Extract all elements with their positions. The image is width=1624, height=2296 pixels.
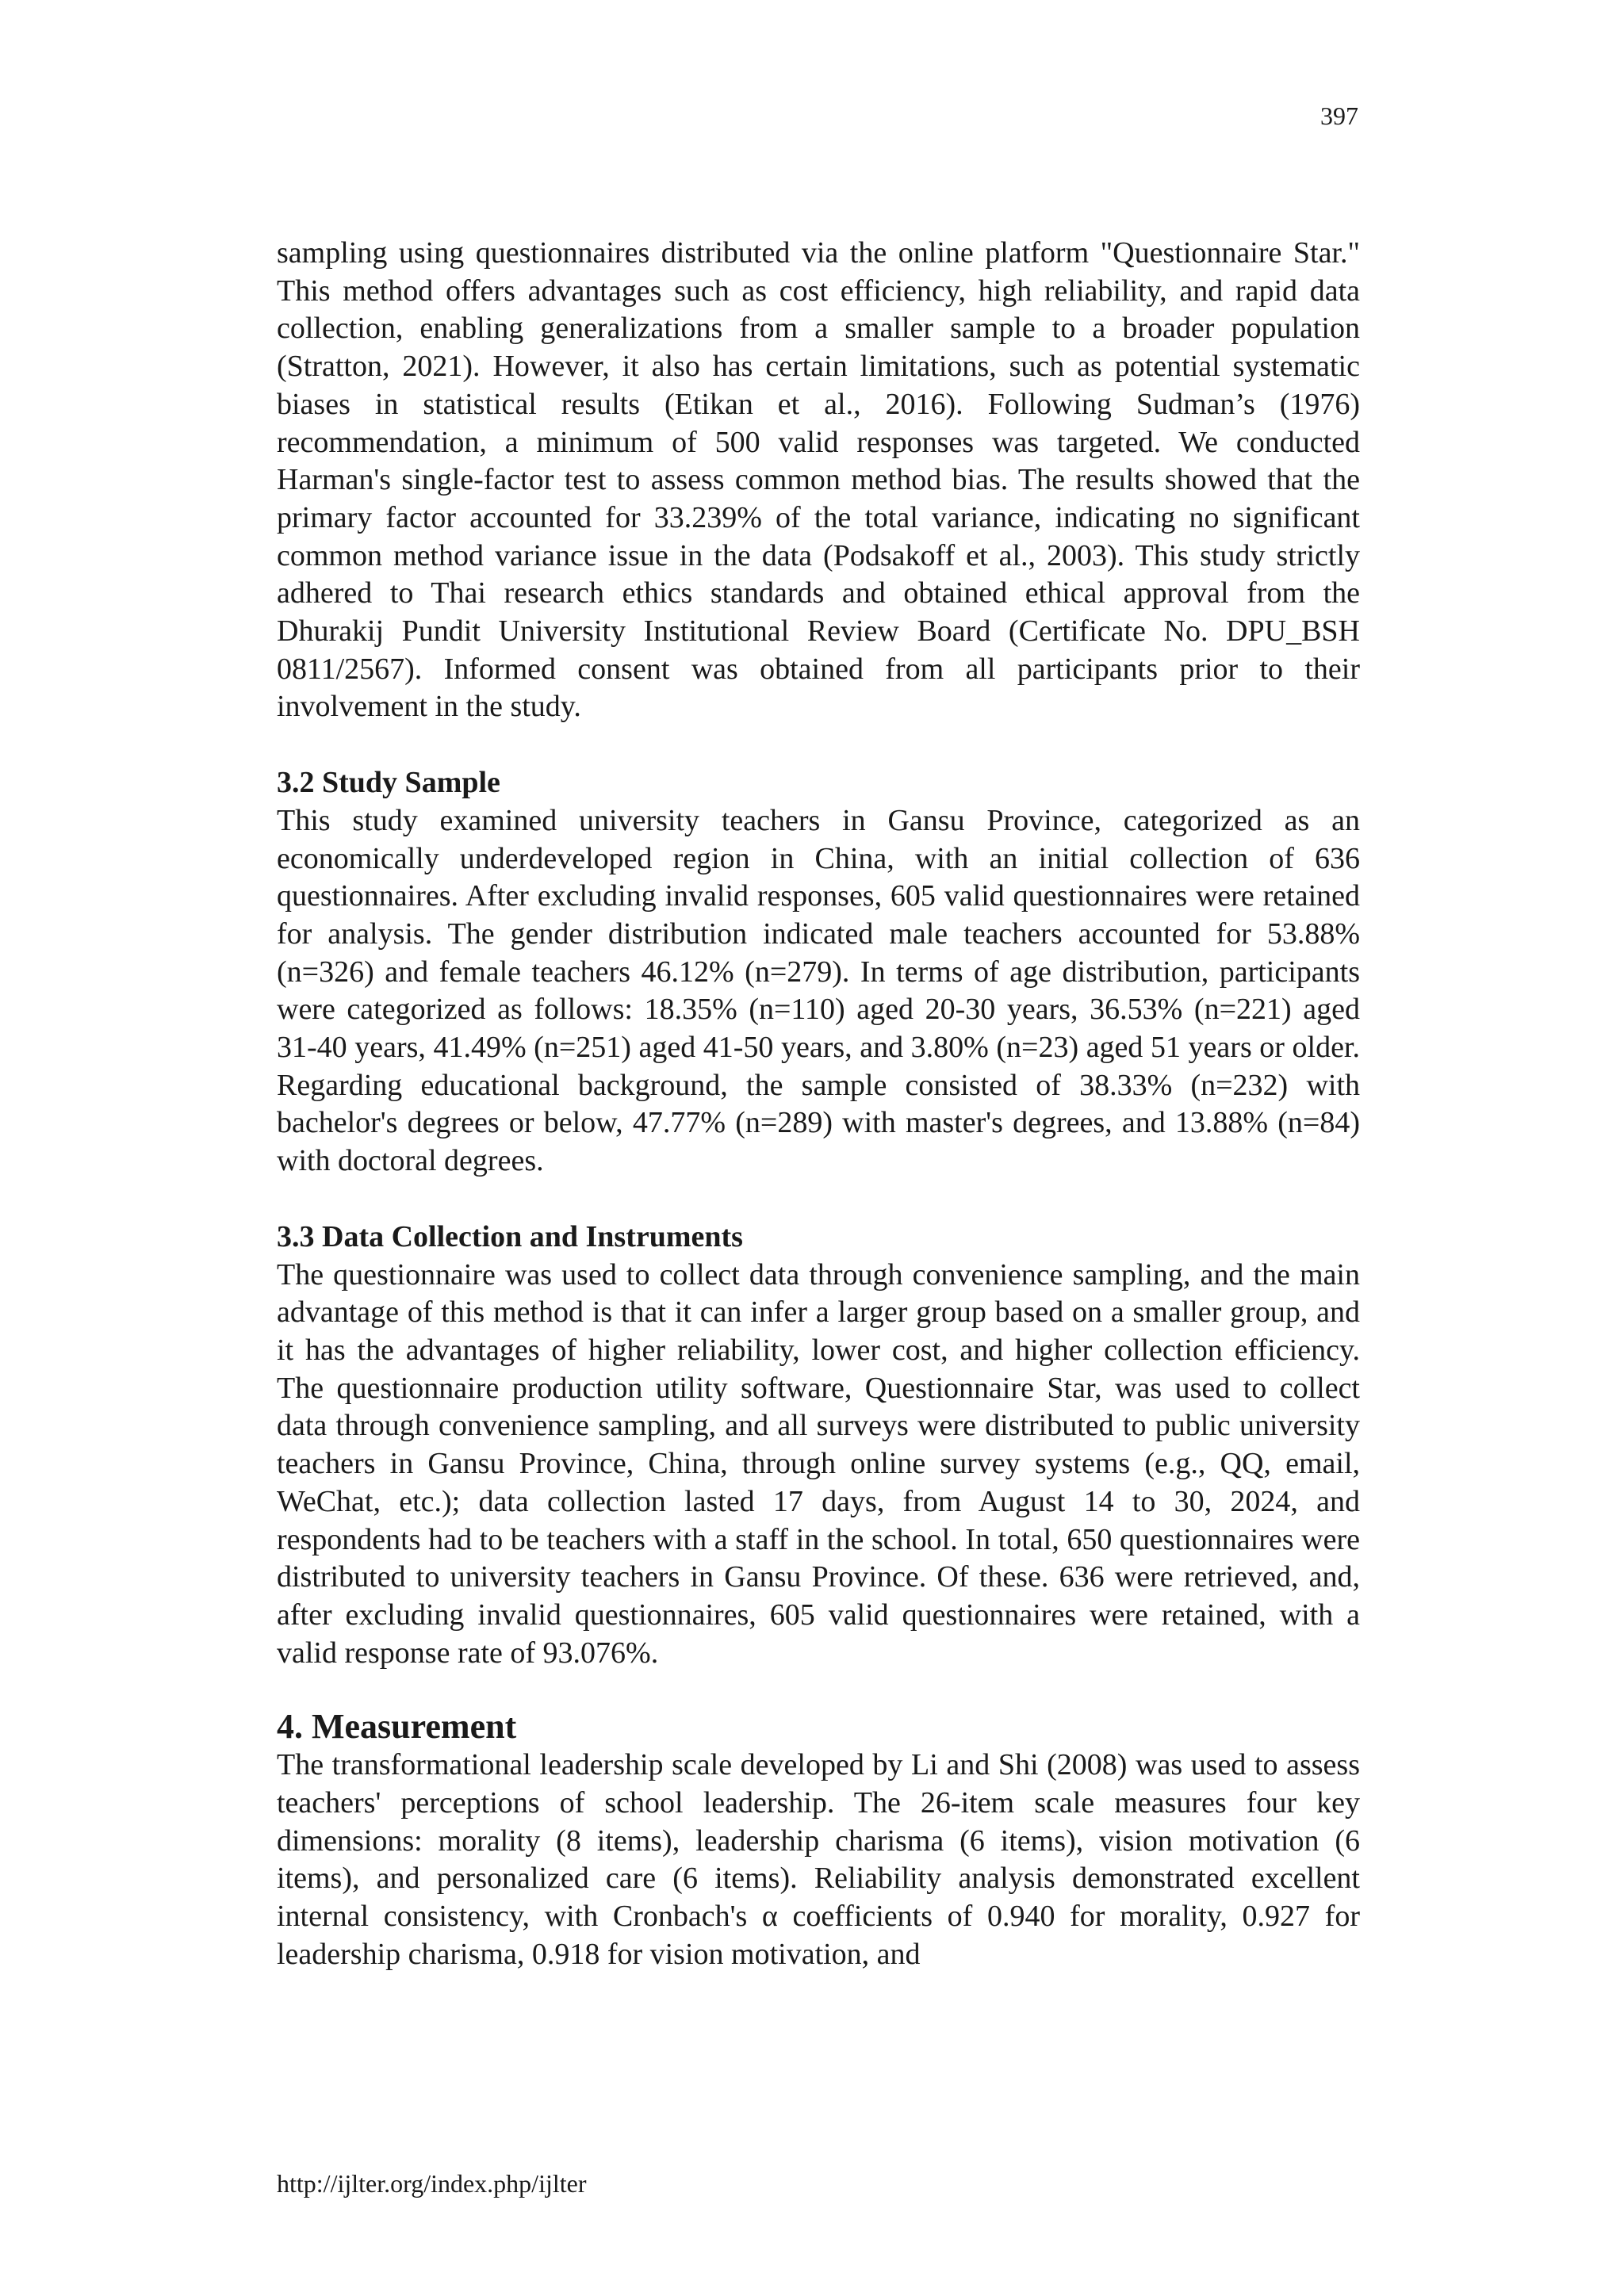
section-paragraph: This study examined university teachers in Gansu Province, categorized as an economically underdeveloped region in China, with an initial collection of 636 questionnaires. After excluding invalid responses, 605 valid questionnaires were retained for analysis. The gender distribution indicated male teachers accounted for 53.88% (n=326) and female teachers 46.12% (n=279). In terms of age distribution, participants were categorized as follows: 18.35% (n=110) aged 20-30 years, 36.53% (n=221) aged 31-40 years, 41.49% (n=251) aged 41-50 years, and 3.80% (n=23) aged 51 years or older. Regarding educational background, the sample consisted of 38.33% (n=232) with bachelor's degrees or below, 47.77% (n=289) with master's degrees, and 13.88% (n=84) with doctoral degrees. xyxy=(277,803,1360,1178)
section-heading: 3.2 Study Sample xyxy=(277,766,500,800)
page-number: 397 xyxy=(1320,101,1358,130)
section-paragraph: The transformational leadership scale developed by Li and Shi (2008) was used to assess teachers' perceptions of school leadership. The 26-item scale measures four key dimensions: morality (8 items), leadership charisma (6 items), vision motivation (6 items), and personalized care (6 items). Reliability analysis demonstrated excellent internal consistency, with Cronbach's α coefficients of 0.940 for morality, 0.927 for leadership charisma, 0.918 for vision motivation, and xyxy=(277,1748,1360,1971)
section-data-collection xyxy=(277,1219,1360,1672)
section-study-sample xyxy=(277,764,1360,1181)
intro-paragraph: sampling using questionnaires distributed via the online platform "Questionnaire Star." This method offers advantages such as cost efficiency, high reliability, and rapid data collection, enabling generalizations from a smaller sample to a broader population (Stratton, 2021). However, it also has certain limitations, such as potential systematic biases in statistical results (Etikan et al., 2016). Following Sudman’s (1976) recommendation, a minimum of 500 valid responses was targeted. We conducted Harman's single-factor test to assess common method bias. The results showed that the primary factor accounted for 33.239% of the total variance, indicating no significant common method variance issue in the data (Podsakoff et al., 2003). This study strictly adhered to Thai research ethics standards and obtained ethical approval from the Dhurakij Pundit University Institutional Review Board (Certificate No. DPU_BSH 0811/2567). Informed consent was obtained from all participants prior to their involvement in the study. xyxy=(277,236,1360,724)
section-heading: 4. Measurement xyxy=(277,1707,517,1747)
section-heading: 3.3 Data Collection and Instruments xyxy=(277,1219,743,1253)
section-measurement xyxy=(277,1707,1360,1973)
section-paragraph: The questionnaire was used to collect data through convenience sampling, and the main advantage of this method is that it can infer a larger group based on a smaller group, and it has the advantages of higher reliability, lower cost, and higher collection efficiency. The questionnaire production utility software, Questionnaire Star, was used to collect data through convenience sampling, and all surveys were distributed to public university teachers in Gansu Province, China, through online survey systems (e.g., QQ, email, WeChat, etc.); data collection lasted 17 days, from August 14 to 30, 2024, and respondents had to be teachers with a staff in the school. In total, 650 questionnaires were distributed to university teachers in Gansu Province. Of these. 636 were retrieved, and, after excluding invalid questionnaires, 605 valid questionnaires were retained, with a valid response rate of 93.076%. xyxy=(277,1257,1360,1670)
footer-url: http://ijlter.org/index.php/ijlter xyxy=(277,2169,587,2198)
article-body xyxy=(277,235,1360,1974)
